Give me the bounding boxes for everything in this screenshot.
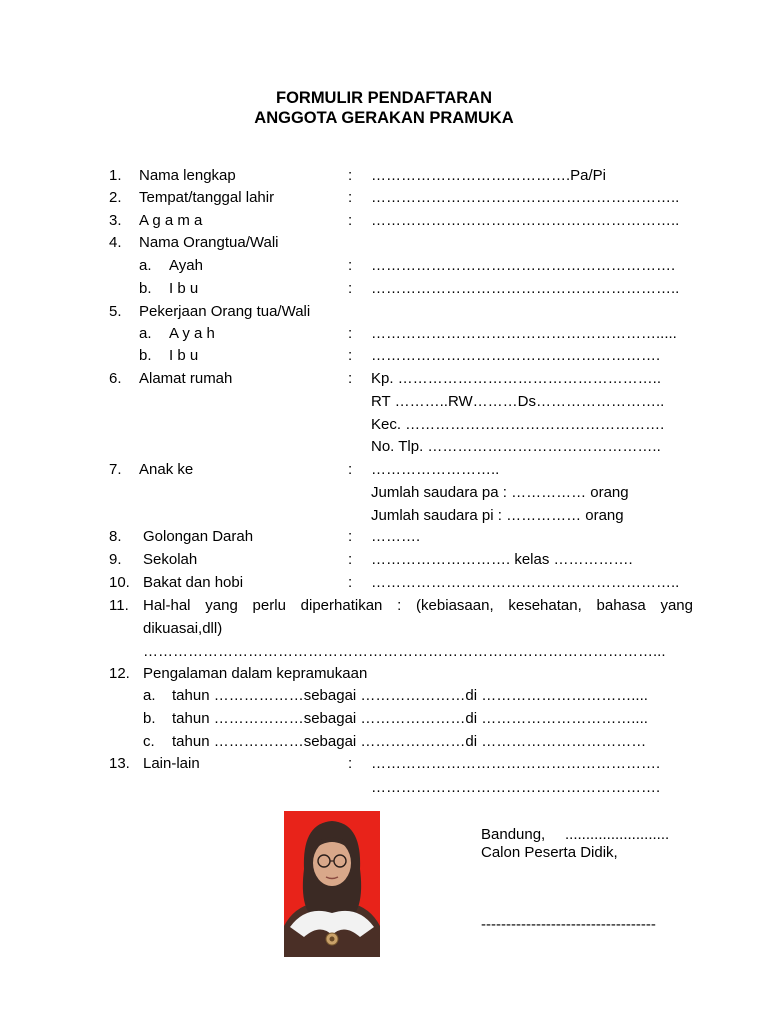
fill-line-anak-ke: …………………….. bbox=[371, 461, 500, 478]
signature-line: ----------------------------------- bbox=[481, 916, 656, 933]
field-label-hal-hal: Hal-hal yang perlu diperhatikan : (kebiasaan, kesehatan, bahasa yang bbox=[143, 597, 693, 614]
field-label-ayah: Ayah bbox=[169, 257, 203, 274]
fill-line-pengalaman-a: tahun ………………sebagai …………………di ………………………….... bbox=[172, 687, 648, 704]
sub-item-letter: c. bbox=[143, 733, 155, 750]
colon: : bbox=[348, 551, 353, 568]
item-number: 7. bbox=[109, 461, 122, 478]
item-number: 13. bbox=[109, 755, 130, 772]
field-label-nama-orangtua: Nama Orangtua/Wali bbox=[139, 234, 279, 251]
fill-line-bakat-hobi: …………………………………………………….. bbox=[371, 574, 680, 591]
fill-line-kp: Kp. …………………………………………….. bbox=[371, 370, 662, 387]
fill-line-saudara-pa: Jumlah saudara pa : …………… orang bbox=[371, 484, 629, 501]
field-label-sekolah: Sekolah bbox=[143, 551, 198, 568]
applicant-photo bbox=[284, 811, 380, 957]
fill-line-no-tlp: No. Tlp. ……………………………………….. bbox=[371, 438, 661, 455]
colon: : bbox=[348, 461, 353, 478]
field-label-alamat: Alamat rumah bbox=[139, 370, 233, 387]
field-label-ibu: I b u bbox=[169, 280, 199, 297]
fill-line-lain-lain-2: …………………………………………………. bbox=[371, 779, 661, 796]
fill-line-rt-rw: RT ………..RW………Ds…………………….. bbox=[371, 393, 665, 410]
fill-line-lain-lain-1: …………………………………………………. bbox=[371, 755, 661, 772]
fill-line-kec: Kec. ……………………………………………. bbox=[371, 416, 665, 433]
fill-line-nama-lengkap: ………………………………….Pa/Pi bbox=[371, 167, 607, 184]
fill-line-pekerjaan-ibu: …………………………………………………. bbox=[371, 347, 661, 364]
colon: : bbox=[348, 212, 353, 229]
item-number: 1. bbox=[109, 167, 122, 184]
colon: : bbox=[348, 189, 353, 206]
field-label-pengalaman: Pengalaman dalam kepramukaan bbox=[143, 665, 368, 682]
fill-line-pekerjaan-ayah: …………………………………………………..... bbox=[371, 325, 677, 342]
item-number: 10. bbox=[109, 574, 130, 591]
item-number: 11. bbox=[109, 597, 129, 614]
sub-item-letter: a. bbox=[139, 325, 152, 342]
colon: : bbox=[348, 167, 353, 184]
fill-line-golongan-darah: ………. bbox=[371, 528, 421, 545]
fill-line-hal-hal: …………………………………………………………………………………………... bbox=[143, 643, 666, 660]
field-label-pekerjaan-ibu: I b u bbox=[169, 347, 199, 364]
item-number: 6. bbox=[109, 370, 122, 387]
item-number: 3. bbox=[109, 212, 122, 229]
item-number: 9. bbox=[109, 551, 122, 568]
item-number: 4. bbox=[109, 234, 122, 251]
sub-item-letter: b. bbox=[139, 347, 152, 364]
sub-item-letter: a. bbox=[139, 257, 152, 274]
applicant-portrait-graphic bbox=[284, 811, 380, 957]
colon: : bbox=[348, 755, 353, 772]
fill-line-pengalaman-c: tahun ………………sebagai …………………di …………………………… bbox=[172, 733, 647, 750]
fill-line-saudara-pi: Jumlah saudara pi : …………… orang bbox=[371, 507, 624, 524]
form-title-line1: FORMULIR PENDAFTARAN bbox=[275, 89, 492, 107]
fill-line-agama: …………………………………………………….. bbox=[371, 212, 680, 229]
field-label-agama: A g a m a bbox=[139, 212, 203, 229]
field-label-dikuasai: dikuasai,dll) bbox=[143, 620, 223, 637]
signature-place: Bandung, bbox=[481, 826, 546, 843]
item-number: 2. bbox=[109, 189, 122, 206]
colon: : bbox=[348, 325, 353, 342]
item-number: 8. bbox=[109, 528, 122, 545]
sub-item-letter: b. bbox=[143, 710, 156, 727]
field-label-bakat-hobi: Bakat dan hobi bbox=[143, 574, 244, 591]
fill-line-tempat-tanggal-lahir: …………………………………………………….. bbox=[371, 189, 680, 206]
field-label-lain-lain: Lain-lain bbox=[143, 755, 200, 772]
fill-line-pengalaman-b: tahun ………………sebagai …………………di ………………………….... bbox=[172, 710, 648, 727]
item-number: 5. bbox=[109, 303, 122, 320]
field-label-pekerjaan-ayah: A y a h bbox=[169, 325, 215, 342]
fill-line-ibu: …………………………………………………….. bbox=[371, 280, 680, 297]
field-label-tempat-tanggal-lahir: Tempat/tanggal lahir bbox=[139, 189, 275, 206]
field-label-nama-lengkap: Nama lengkap bbox=[139, 167, 236, 184]
colon: : bbox=[348, 528, 353, 545]
fill-line-ayah: ……………………………………………………. bbox=[371, 257, 676, 274]
field-label-pekerjaan: Pekerjaan Orang tua/Wali bbox=[139, 303, 311, 320]
colon: : bbox=[348, 370, 353, 387]
fill-line-sekolah-kelas: ………………………. kelas ……………. bbox=[371, 551, 633, 568]
sub-item-letter: a. bbox=[143, 687, 156, 704]
sub-item-letter: b. bbox=[139, 280, 152, 297]
signature-role: Calon Peserta Didik, bbox=[481, 844, 618, 861]
field-label-golongan-darah: Golongan Darah bbox=[143, 528, 254, 545]
item-number: 12. bbox=[109, 665, 130, 682]
form-title-line2: ANGGOTA GERAKAN PRAMUKA bbox=[254, 109, 514, 127]
colon: : bbox=[348, 280, 353, 297]
colon: : bbox=[348, 257, 353, 274]
field-label-anak-ke: Anak ke bbox=[139, 461, 194, 478]
colon: : bbox=[348, 347, 353, 364]
signature-date-line: ......................... bbox=[565, 826, 670, 843]
colon: : bbox=[348, 574, 353, 591]
